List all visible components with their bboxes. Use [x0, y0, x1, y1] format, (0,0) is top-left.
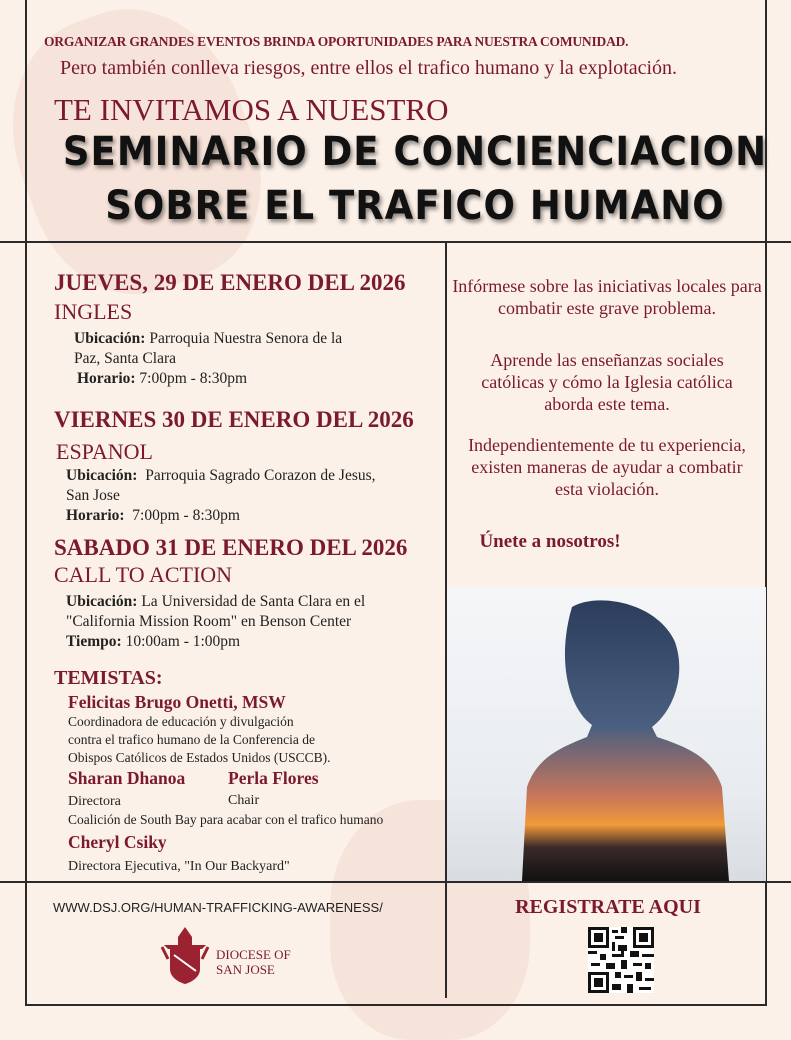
speaker-name: Felicitas Brugo Onetti, MSW: [68, 692, 286, 712]
event-date: SABADO 31 DE ENERO DEL 2026: [54, 535, 408, 560]
location-label: Ubicación:: [66, 467, 138, 484]
speaker-name: Cheryl Csiky: [68, 832, 167, 852]
event-date: JUEVES, 29 DE ENERO DEL 2026: [54, 270, 406, 295]
seminar-title-line2: SOBRE EL TRAFICO HUMANO: [105, 182, 725, 229]
speaker-desc-line: contra el trafico humano de la Conferencia de: [68, 732, 316, 747]
location-value-cont: Paz, Santa Clara: [74, 350, 177, 367]
event-details: [66, 592, 365, 652]
speaker-desc-line: Coordinadora de educación y divulgación: [68, 714, 294, 729]
time-value: 7:00pm - 8:30pm: [124, 507, 240, 524]
diocese-crest-icon: [160, 925, 210, 985]
info-paragraph-1: Infórmese sobre las iniciativas locales para combatir este grave problema.: [452, 276, 762, 318]
speaker-role: Directora: [68, 794, 121, 809]
invite-text: TE INVITAMOS A NUESTRO: [54, 92, 449, 127]
divider-top: [0, 241, 791, 243]
event-language: INGLES: [54, 299, 133, 324]
diocese-logo: [160, 925, 291, 989]
location-label: Ubicación:: [74, 330, 146, 347]
speaker-name: Perla Flores: [228, 768, 319, 788]
intro-heading: ORGANIZAR GRANDES EVENTOS BRINDA OPORTUNIDADES PARA NUESTRA COMUNIDAD.: [44, 34, 629, 49]
silhouette-image: [447, 587, 766, 881]
event-date: VIERNES 30 DE ENERO DEL 2026: [54, 407, 414, 432]
seminar-title-line1: SEMINARIO DE CONCIENCIACION: [62, 128, 768, 175]
event-details: [66, 466, 376, 526]
time-label: Tiempo:: [66, 633, 122, 650]
time-label: Horario:: [77, 370, 136, 387]
logo-text: DIOCESE OF: [216, 947, 291, 962]
divider-bottom: [0, 881, 791, 883]
location-value: La Universidad de Santa Clara en el: [137, 593, 366, 610]
event-language: ESPANOL: [56, 439, 153, 464]
qr-code-icon: [588, 927, 654, 993]
info-paragraph-3: Independientemente de tu experiencia, existen maneras de ayudar a combatir esta violación.: [468, 435, 746, 499]
time-label: Horario:: [66, 507, 125, 524]
speaker-role: Directora Ejecutiva, "In Our Backyard": [68, 859, 290, 874]
registration-qr-code[interactable]: [588, 927, 654, 993]
speaker-desc-line: Obispos Católicos de Estados Unidos (USCCB).: [68, 750, 331, 765]
event-details: [74, 329, 342, 389]
info-paragraph-2: Aprende las enseñanzas sociales católicas y cómo la Iglesia católica aborda este tema.: [481, 350, 733, 414]
location-value: Parroquia Sagrado Corazon de Jesus,: [137, 467, 376, 484]
register-heading: REGISTRATE AQUI: [515, 896, 701, 918]
location-value-cont: San Jose: [66, 487, 120, 504]
speaker-role: Chair: [228, 793, 260, 808]
time-value: 10:00am - 1:00pm: [121, 633, 241, 650]
speaker-description: [68, 713, 331, 767]
time-value: 7:00pm - 8:30pm: [135, 370, 248, 387]
border-bottom: [25, 1004, 767, 1006]
speakers-heading: TEMISTAS:: [54, 667, 163, 689]
location-label: Ubicación:: [66, 593, 138, 610]
intro-subheading: Pero también conlleva riesgos, entre ellos el trafico humano y la explotación.: [60, 57, 678, 79]
speaker-name: Sharan Dhanoa: [68, 768, 186, 788]
location-value-cont: "California Mission Room" en Benson Center: [66, 613, 352, 630]
location-value: Parroquia Nuestra Senora de la: [145, 330, 343, 347]
website-link[interactable]: WWW.DSJ.ORG/HUMAN-TRAFFICKING-AWARENESS/: [53, 900, 383, 915]
call-to-join: Únete a nosotros!: [479, 531, 621, 552]
logo-text: SAN JOSE: [216, 962, 275, 977]
event-language: CALL TO ACTION: [54, 562, 233, 587]
silhouette-photo: [447, 587, 766, 881]
speaker-organization: Coalición de South Bay para acabar con el trafico humano: [68, 812, 384, 827]
